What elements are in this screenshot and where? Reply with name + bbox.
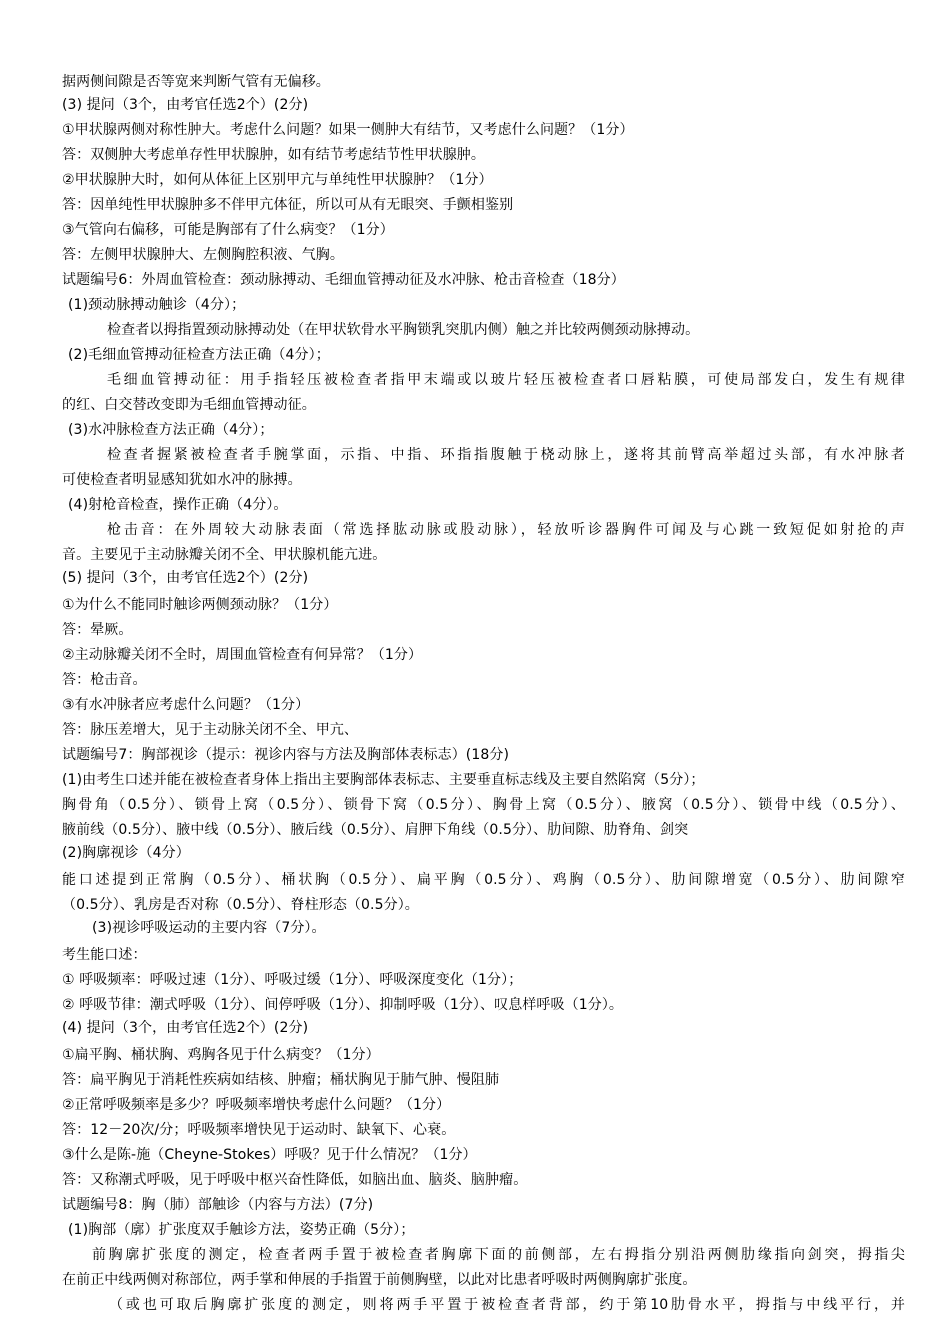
text-line: （或也可取后胸廓扩张度的测定，则将两手平置于被检查者背部，约于第10肋骨水平，拇指与中线平行，并 (109, 1297, 905, 1313)
text-line: ②正常呼吸频率是多少？呼吸频率增快考虑什么问题？（1分） (62, 1097, 451, 1113)
text-line: ③什么是陈-施（Cheyne-Stokes）呼吸？见于什么情况？（1分） (62, 1147, 477, 1163)
text-line: 能口述提到正常胸（0.5分）、桶状胸（0.5分）、扁平胸（0.5分）、鸡胸（0.5分）、肋间隙增宽（0.5分）、肋间隙窄 (62, 872, 905, 888)
section-heading: 试题编号6：外周血管检查：颈动脉搏动、毛细血管搏动征及水冲脉、枪击音检查（18分） (62, 272, 625, 288)
section-heading: 试题编号8：胸（肺）部触诊（内容与方法）(7分) (62, 1197, 374, 1213)
text-line: ③气管向右偏移，可能是胸部有了什么病变？（1分） (62, 222, 394, 238)
section-heading: 试题编号7：胸部视诊（提示：视诊内容与方法及胸部体表标志）(18分) (62, 747, 510, 763)
text-line: (2)胸廓视诊（4分） (62, 845, 190, 861)
text-line: (3)水冲脉检查方法正确（4分）； (68, 422, 274, 438)
text-line: 据两侧间隙是否等宽来判断气管有无偏移。 (62, 74, 330, 90)
text-line: 考生能口述： (62, 947, 147, 963)
text-line: 答：扁平胸见于消耗性疾病如结核、肿瘤；桶状胸见于肺气肿、慢阻肺 (62, 1072, 500, 1088)
text-line: 答：因单纯性甲状腺肿多不伴甲亢体征，所以可从有无眼突、手颤相鉴别 (62, 197, 514, 213)
text-line: ②甲状腺肿大时，如何从体征上区别甲亢与单纯性甲状腺肿？（1分） (62, 172, 493, 188)
text-line: 答：又称潮式呼吸，见于呼吸中枢兴奋性降低，如脑出血、脑炎、脑肿瘤。 (62, 1172, 528, 1188)
text-line: 答：左侧甲状腺肿大、左侧胸腔积液、气胸。 (62, 247, 344, 263)
text-line: (3) 提问（3个，由考官任选2个）(2分) (62, 97, 309, 113)
text-line: (4)射枪音检查，操作正确（4分）。 (68, 497, 288, 513)
text-line: 答：晕厥。 (62, 622, 133, 638)
text-line: (1)由考生口述并能在被检查者身体上指出主要胸部体表标志、主要垂直标志线及主要自然陷窝（5分）； (62, 772, 705, 788)
text-line: 在前正中线两侧对称部位，两手掌和伸展的手指置于前侧胸壁，以此对比患者呼吸时两侧胸廓扩张度。 (62, 1272, 697, 1288)
text-line: 枪击音：在外周较大动脉表面（常选择肱动脉或股动脉），轻放听诊器胸件可闻及与心跳一致短促如射抢的声 (107, 522, 905, 538)
text-line: (2)毛细血管搏动征检查方法正确（4分）； (68, 347, 330, 363)
text-line: ①甲状腺两侧对称性肿大。考虑什么问题？如果一侧肿大有结节，又考虑什么问题？（1分） (62, 122, 634, 138)
text-line: (4) 提问（3个，由考官任选2个）(2分) (62, 1020, 309, 1036)
text-line: 检查者以拇指置颈动脉搏动处（在甲状软骨水平胸锁乳突肌内侧）触之并比较两侧颈动脉搏动。 (107, 322, 700, 338)
text-line: ①扁平胸、桶状胸、鸡胸各见于什么病变？（1分） (62, 1047, 380, 1063)
text-line: （0.5分）、乳房是否对称（0.5分）、脊柱形态（0.5分）。 (62, 897, 419, 913)
text-line: ②主动脉瓣关闭不全时，周围血管检查有何异常？（1分） (62, 647, 423, 663)
text-line: 答：12－20次/分；呼吸频率增快见于运动时、缺氧下、心衰。 (62, 1122, 456, 1138)
text-line: 答：枪击音。 (62, 672, 147, 688)
text-line: ③有水冲脉者应考虑什么问题？（1分） (62, 697, 310, 713)
text-line: 腋前线（0.5分）、腋中线（0.5分）、腋后线（0.5分）、肩胛下角线（0.5分）、肋间隙、肋脊角、剑突 (62, 822, 689, 838)
text-line: (1)颈动脉搏动触诊（4分）； (68, 297, 246, 313)
text-line: 答：双侧肿大考虑单存性甲状腺肿，如有结节考虑结节性甲状腺肿。 (62, 147, 485, 163)
text-line: 胸骨角（0.5分）、锁骨上窝（0.5分）、锁骨下窝（0.5分）、胸骨上窝（0.5分）、腋窝（0.5分）、锁骨中线（0.5分）、 (62, 797, 905, 813)
text-line: (1)胸部（廓）扩张度双手触诊方法，姿势正确（5分）； (68, 1222, 415, 1238)
text-line: ① 呼吸频率：呼吸过速（1分）、呼吸过缓（1分）、呼吸深度变化（1分）； (62, 972, 523, 988)
text-line: 音。主要见于主动脉瓣关闭不全、甲状腺机能亢进。 (62, 547, 387, 563)
text-line: 可使检查者明显感知犹如水冲的脉搏。 (62, 472, 302, 488)
text-line: 毛细血管搏动征：用手指轻压被检查者指甲末端或以玻片轻压被检查者口唇粘膜，可使局部发白，发生有规律 (107, 372, 905, 388)
text-line: 检查者握紧被检查者手腕掌面，示指、中指、环指指腹触于桡动脉上，遂将其前臂高举超过头部，有水冲脉者 (107, 447, 905, 463)
text-line: (3)视诊呼吸运动的主要内容（7分）。 (92, 920, 326, 936)
text-line: ①为什么不能同时触诊两侧颈动脉？（1分） (62, 597, 338, 613)
text-line: 前胸廓扩张度的测定，检查者两手置于被检查者胸廓下面的前侧部，左右拇指分别沿两侧肋缘指向剑突，拇指尖 (92, 1247, 905, 1263)
text-line: ② 呼吸节律：潮式呼吸（1分）、间停呼吸（1分）、抑制呼吸（1分）、叹息样呼吸（1分）。 (62, 997, 624, 1013)
text-line: 的红、白交替改变即为毛细血管搏动征。 (62, 397, 316, 413)
text-line: 答：脉压差增大，见于主动脉关闭不全、甲亢、 (62, 722, 359, 738)
text-line: (5) 提问（3个，由考官任选2个）(2分) (62, 570, 309, 586)
